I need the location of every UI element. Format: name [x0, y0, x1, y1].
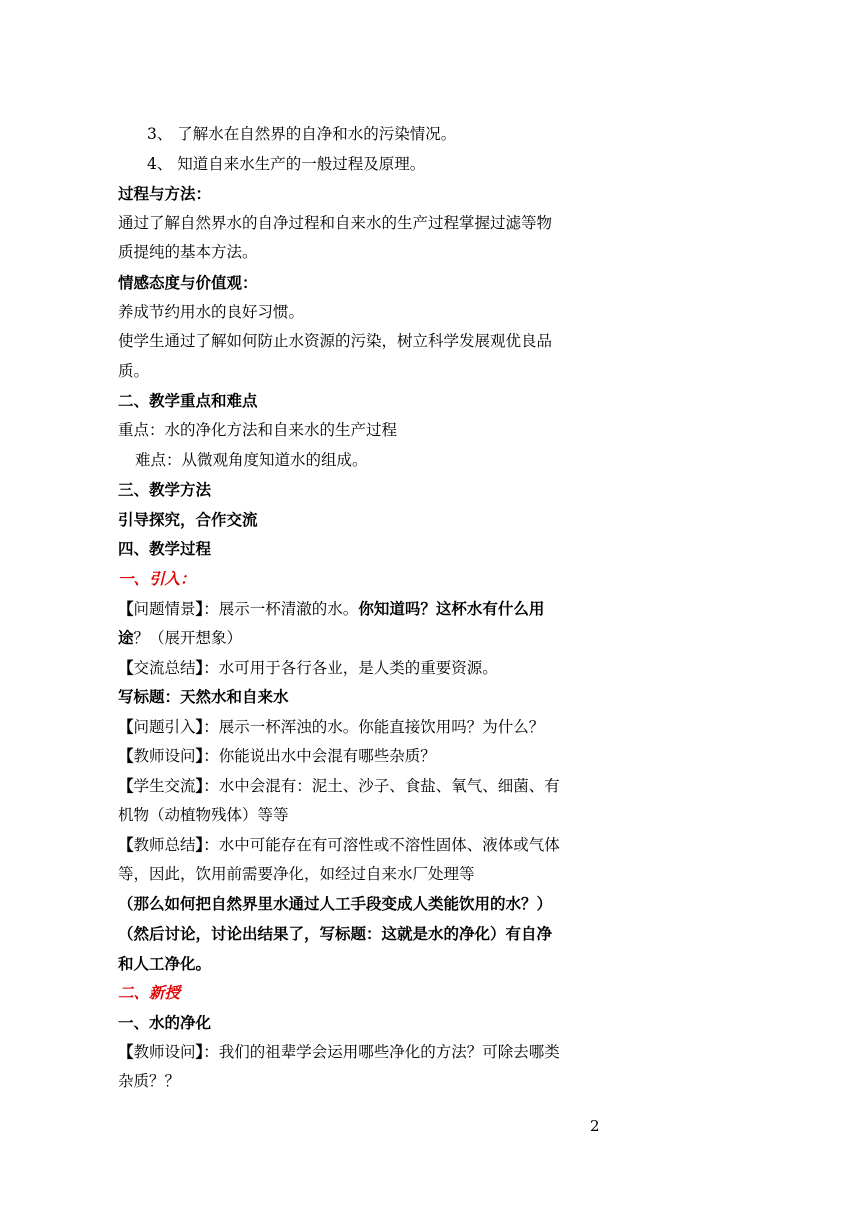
- text-line: [118, 298, 608, 328]
- text-run: 和人工净化。: [118, 953, 212, 973]
- text-run: ：你能说出水中会混有哪些杂质？: [203, 747, 436, 766]
- text-run: 教师总结: [133, 836, 196, 855]
- text-run: 问题情景: [133, 599, 196, 618]
- text-line: [118, 475, 608, 505]
- text-line: [118, 1067, 608, 1097]
- text-line: [118, 978, 608, 1008]
- text-line: [118, 357, 608, 387]
- text-run: ：水可用于各行各业，是人类的重要资源。: [203, 658, 498, 677]
- text-run: 等，因此，饮用前需要净化，如经过自来水厂处理等: [118, 864, 475, 883]
- text-line: [118, 682, 608, 712]
- text-line: [118, 919, 608, 949]
- text-run: 问题引入: [133, 717, 196, 736]
- text-run: 【: [118, 1042, 134, 1062]
- text-run: 养成节约用水的良好习惯。: [118, 302, 305, 321]
- text-run: （那么如何把自然界里水通过人工手段变成人类能饮用的水？）: [118, 894, 553, 914]
- text-run: 三、教学方法: [118, 480, 212, 500]
- text-run: 杂质？？: [118, 1072, 181, 1090]
- text-line: [118, 534, 608, 564]
- text-run: 通过了解自然界水的自净过程和自来水的生产过程掌握过滤等物: [118, 213, 553, 232]
- text-line: [118, 268, 608, 298]
- text-run: ：水中会混有：泥土、沙子、食盐、氧气、细菌、有: [203, 777, 560, 796]
- text-line: [118, 1008, 608, 1038]
- text-run: 一、水的净化: [118, 1012, 212, 1032]
- text-line: [118, 327, 608, 357]
- text-run: 】: [195, 716, 204, 736]
- text-line: [118, 594, 608, 624]
- text-run: 】: [195, 657, 204, 677]
- text-run: 教师设问: [133, 747, 196, 766]
- text-line: [118, 505, 608, 535]
- text-run: ：我们的祖辈学会运用哪些净化的方法？可除去哪类: [203, 1043, 560, 1062]
- text-line: [118, 209, 608, 239]
- text-run: 二、新授: [118, 983, 181, 1003]
- text-run: 【: [118, 835, 134, 855]
- text-run: 途: [118, 628, 134, 648]
- text-run: ：水中可能存在有可溶性或不溶性固体、液体或气体: [203, 836, 560, 855]
- text-line: [118, 386, 608, 416]
- text-run: （然后讨论，讨论出结果了，写标题：这就是水的净化）有自净: [118, 924, 553, 944]
- text-run: 】: [195, 1042, 204, 1062]
- text-run: 一、引入：: [118, 568, 196, 588]
- text-line: [118, 564, 608, 594]
- text-line: [118, 830, 608, 860]
- text-line: [118, 712, 608, 742]
- page-number: 2: [590, 1117, 600, 1135]
- text-run: 过程与方法：: [118, 184, 212, 204]
- text-run: 【: [118, 746, 134, 766]
- text-line: [118, 238, 608, 268]
- text-run: 交流总结: [133, 658, 196, 677]
- text-line: [118, 653, 608, 683]
- text-run: 使学生通过了解如何防止水资源的污染，树立科学发展观优良品: [118, 332, 553, 351]
- text-line: [118, 446, 608, 476]
- text-run: 【: [118, 598, 134, 618]
- text-run: 质提纯的基本方法。: [118, 243, 258, 262]
- text-run: 你知道吗？这杯水有什么用: [358, 598, 545, 618]
- text-run: 二、教学重点和难点: [118, 391, 258, 411]
- text-line: [118, 179, 608, 209]
- text-line: [118, 860, 608, 890]
- text-run: 难点：从微观角度知道水的组成。: [135, 450, 368, 469]
- text-run: 引导探究，合作交流: [118, 509, 258, 529]
- text-run: 重点：水的净化方法和自来水的生产过程: [118, 420, 398, 439]
- text-run: 【: [118, 657, 134, 677]
- text-line: [118, 150, 608, 180]
- text-line: [118, 771, 608, 801]
- text-run: ：展示一杯清澈的水。: [203, 599, 359, 618]
- text-run: ？（展开想象）: [133, 629, 243, 648]
- text-run: 学生交流: [133, 777, 196, 796]
- text-line: [118, 889, 608, 919]
- text-line: [118, 1037, 608, 1067]
- text-run: 四、教学过程: [118, 539, 212, 559]
- text-run: 】: [195, 746, 204, 766]
- text-line: [118, 416, 608, 446]
- text-line: [118, 801, 608, 831]
- text-run: 【: [118, 776, 134, 796]
- text-run: 】: [195, 835, 204, 855]
- text-run: 】: [195, 598, 204, 618]
- text-run: 情感态度与价值观：: [118, 272, 258, 292]
- text-run: 质。: [118, 361, 150, 380]
- text-run: 写标题：天然水和自来水: [118, 687, 289, 707]
- text-line: [118, 949, 608, 979]
- document-body: [118, 120, 608, 1097]
- text-line: [118, 623, 608, 653]
- text-run: 【: [118, 716, 134, 736]
- text-run: 机物（动植物残体）等等: [118, 805, 289, 824]
- text-line: [118, 120, 608, 150]
- text-line: [118, 741, 608, 771]
- text-run: 】: [195, 776, 204, 796]
- text-run: ：展示一杯浑浊的水。你能直接饮用吗？为什么？: [203, 717, 545, 736]
- text-run: 4、 知道自来水生产的一般过程及原理。: [147, 154, 426, 173]
- text-run: 教师设问: [133, 1043, 196, 1062]
- text-run: 3、 了解水在自然界的自净和水的污染情况。: [147, 125, 457, 143]
